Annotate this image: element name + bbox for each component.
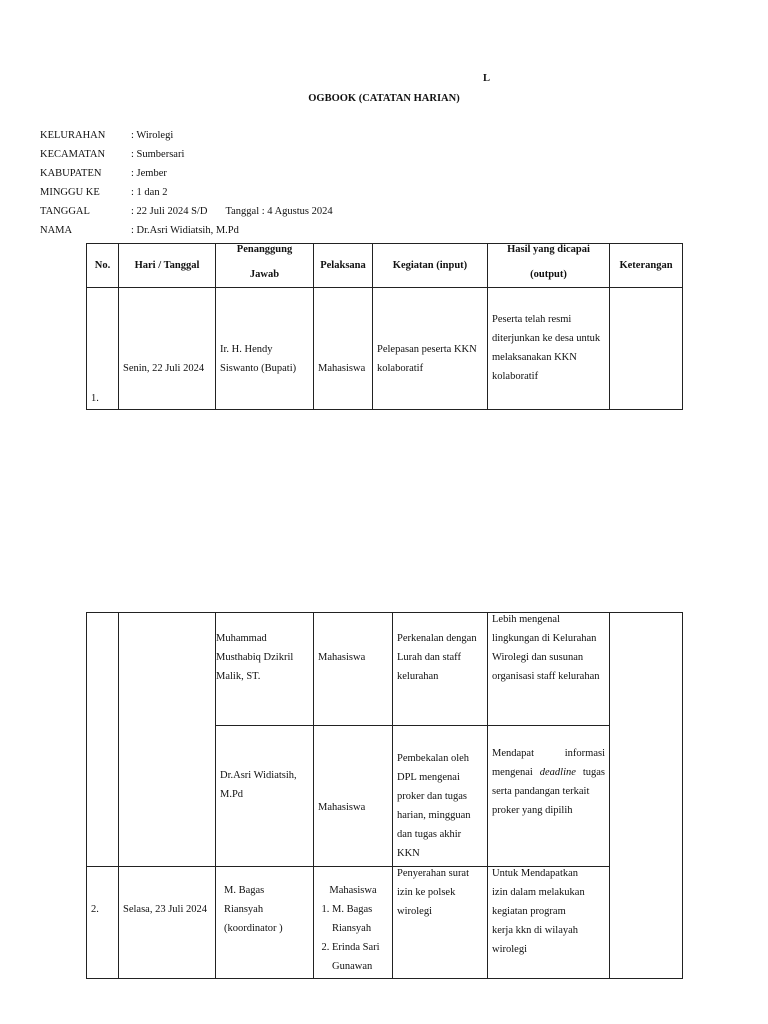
header-hasil (488, 244, 610, 288)
table-row (87, 613, 683, 726)
meta-label: KECAMATAN (40, 149, 106, 160)
meta-value: : Dr.Asri Widiatsih, M.Pd (131, 225, 239, 236)
header-pelaksana: Pelaksana (314, 244, 373, 288)
page-title: OGBOOK (CATATAN HARIAN) (308, 93, 460, 104)
row2b-penanggung-jawab: Dr.Asri Widiatsih, M.Pd (216, 726, 314, 867)
row3-hasil: Untuk Mendapatkan izin dalam melakukan kegiatan program kerja kkn di wilayah wirolegi (488, 867, 610, 979)
meta-value: : Jember (131, 168, 167, 179)
table-row (87, 867, 683, 979)
row1-pelaksana: Mahasiswa (314, 288, 373, 410)
row3-pelaksana: Mahasiswa 1. M. Bagas Riansyah 2. Erinda Sari Gunawan (314, 867, 393, 979)
meta-tanggal-end: Tanggal : 4 Agustus 2024 (225, 206, 333, 217)
list-item: 2. Erinda Sari Gunawan (332, 938, 392, 976)
row3-kegiatan: Penyerahan surat izin ke polsek wirolegi (393, 867, 488, 979)
header-no: No. (87, 244, 119, 288)
row2a-penanggung-jawab: Muhammad Musthabiq Dzikril Malik, ST. (216, 613, 314, 726)
meta-minggu (40, 183, 167, 202)
header-pj-line2: Jawab (249, 268, 280, 280)
meta-label: KABUPATEN (40, 168, 102, 179)
meta-kelurahan (40, 126, 173, 145)
row2a-kegiatan: Perkenalan dengan Lurah dan staff kelurahan (393, 613, 488, 726)
header-kegiatan: Kegiatan (input) (373, 244, 488, 288)
header-penanggung-jawab (216, 244, 314, 288)
row1-penanggung-jawab: Ir. H. Hendy Siswanto (Bupati) (216, 288, 314, 410)
row1-keterangan (610, 288, 683, 410)
row2-hari (119, 613, 216, 867)
header-hasil-line1: Hasil yang dicapai (507, 243, 590, 255)
header-keterangan: Keterangan (610, 244, 683, 288)
list-item: 1. M. Bagas Riansyah (332, 900, 392, 938)
row1-hari: Senin, 22 Juli 2024 (119, 288, 216, 410)
row2a-pelaksana: Mahasiswa (314, 613, 393, 726)
row1-no: 1. (87, 288, 119, 410)
meta-value: : Wirolegi (131, 130, 174, 141)
row3-hari: Selasa, 23 Juli 2024 (119, 867, 216, 979)
meta-tanggal (40, 202, 333, 221)
meta-value: : 1 dan 2 (131, 187, 168, 198)
meta-value: : Sumbersari (131, 149, 185, 160)
meta-kecamatan (40, 145, 184, 164)
meta-kabupaten (40, 164, 167, 183)
row2b-hasil: Mendapat informasi mengenai deadline tugas serta pandangan terkait proker yang dipilih (488, 726, 610, 867)
meta-label: KELURAHAN (40, 130, 106, 141)
logbook-table (86, 243, 683, 410)
table-header-row (87, 244, 683, 288)
meta-nama (40, 221, 239, 240)
meta-value: : 22 Juli 2024 S/D (131, 206, 208, 217)
title-initial: L (483, 73, 491, 84)
header-hasil-line2: (output) (530, 268, 567, 280)
row2b-pelaksana: Mahasiswa (314, 726, 393, 867)
row2-keterangan (610, 613, 683, 979)
row1-kegiatan: Pelepasan peserta KKN kolaboratif (373, 288, 488, 410)
meta-label: NAMA (40, 225, 73, 236)
meta-label: MINGGU KE (40, 187, 100, 198)
header-pj-line1: Penanggung (236, 243, 293, 255)
meta-label: TANGGAL (40, 206, 90, 217)
row2-no (87, 613, 119, 867)
table-row (87, 288, 683, 410)
row2b-kegiatan: Pembekalan oleh DPL mengenai proker dan tugas harian, mingguan dan tugas akhir KKN (393, 726, 488, 867)
row3-no: 2. (87, 867, 119, 979)
row2a-hasil: Lebih mengenal lingkungan di Kelurahan Wirolegi dan susunan organisasi staff kelurahan (488, 613, 610, 726)
row1-hasil: Peserta telah resmi diterjunkan ke desa untuk melaksanakan KKN kolaboratif (488, 288, 610, 410)
row3-penanggung-jawab: M. Bagas Riansyah (koordinator ) (216, 867, 314, 979)
header-hari: Hari / Tanggal (119, 244, 216, 288)
logbook-table-continued (86, 612, 683, 979)
pelaksana-list (314, 900, 392, 976)
